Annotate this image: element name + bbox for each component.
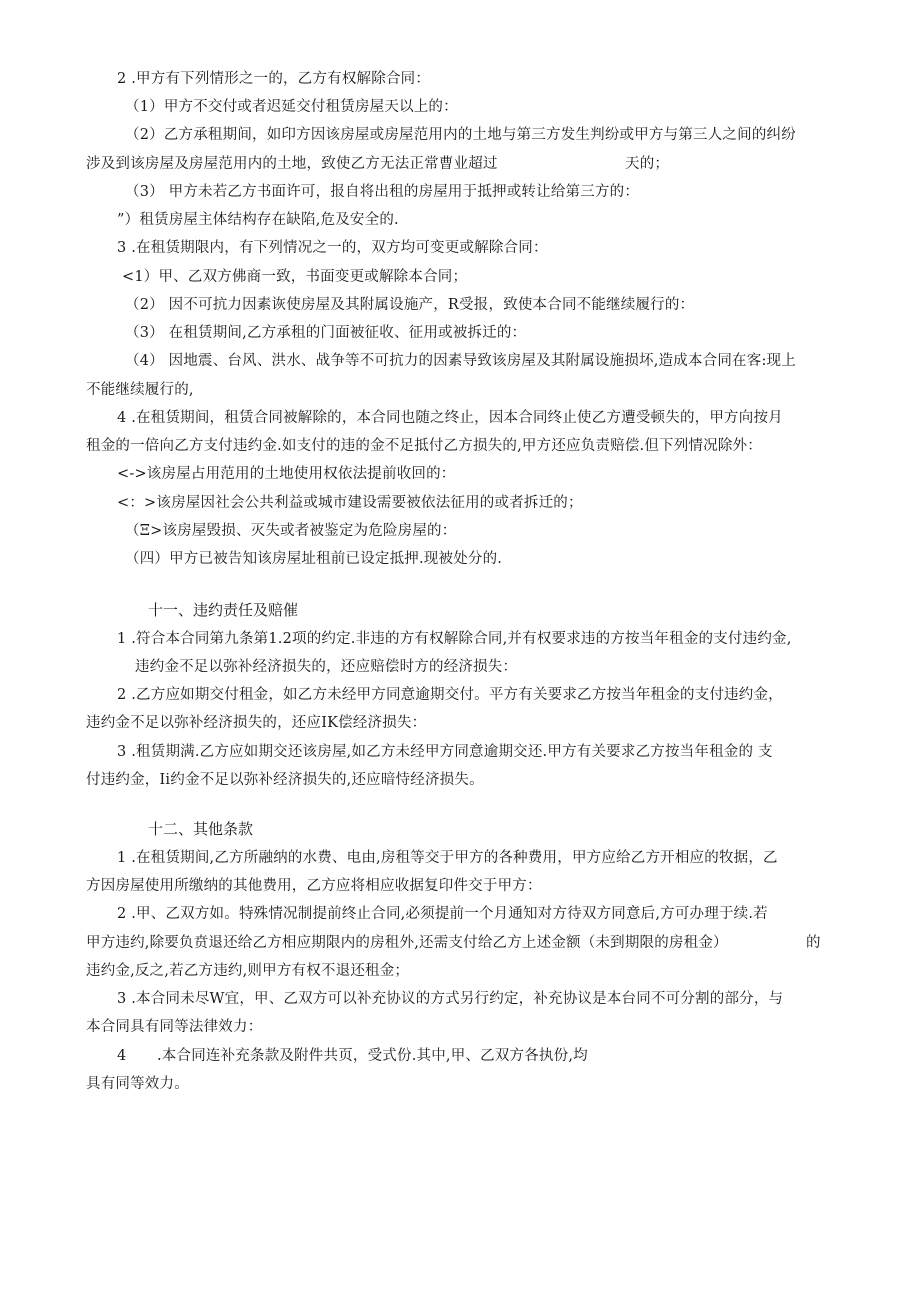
clause-12-4: .本合同连补充条款及附件共页，受式份.其中,甲、乙双方各执份,均 (157, 1048, 588, 1064)
clause-11-3: 3 .租赁期满.乙方应如期交还该房屋,如乙方未经甲方同意逾期交还.甲方有关要求乙方按当年租金的 支 (117, 744, 773, 760)
clause-12-1-cont: 方因房屋使用所缴纳的其他费用，乙方应将相应收据复印件交于甲方： (86, 878, 542, 894)
clause-12-1: 1 .在租赁期间,乙方所融纳的水费、电由,房租等交于甲方的各种费用，甲方应给乙方开相应的牧据，乙 (117, 850, 778, 866)
clause-10-4-exception-4: （四）甲方已被告知该房屋址租前已设定抵押.现被处分的. (125, 551, 503, 567)
clause-10-2-2: （2）乙方承租期间，如印方因该房屋或房屋范用内的土地与第三方发生判纷或甲方与第三人之间的纠纷 (125, 127, 796, 143)
clause-12-4-cont: 具有同等效力。 (86, 1076, 189, 1092)
clause-12-2: 2 .甲、乙双方如。特殊情况制提前终止合同,必须提前一个月通知对方待双方同意后,方可办理于续.若 (117, 906, 768, 922)
clause-11-3-cont: 付违约金，Ii约金不足以弥补经济损失的,还应暗恃经济损失。 (86, 772, 484, 788)
clause-12-2-cont: 甲方违约,除要负贲退还给乙方相应期限内的房租外,还需支付给乙方上述金额（未到期限的房租金） (86, 935, 728, 951)
clause-12-2-cont-tail: 的 (806, 935, 821, 951)
clause-12-3: 3 .本合同未尽W宜，甲、乙双方可以补充协议的方式另行约定，补充协议是本台同不可分割的部分，与 (117, 991, 784, 1007)
clause-10-2-1: （1）甲方不交付或者迟延交付租赁房屋天以上的： (125, 99, 458, 115)
clause-10-4-exception-3: （Ξ>该房屋毁损、灭失或者被鉴定为危险房屋的： (125, 523, 457, 539)
clause-10-3-1: <1）甲、乙双方佛商一致，书面变更或解除本合同； (122, 269, 468, 285)
clause-10-4-exception-2: <：>该房屋因社会公共利益或城市建设需要被依法征用的或者拆迁的； (117, 495, 583, 511)
clause-11-2-cont: 违约金不足以弥补经济损失的，还应IK偿经济损失： (86, 715, 427, 731)
clause-10-2-2-cont: 涉及到该房屋及房屋范用内的土地，致使乙方无法正常曹业超过 (86, 156, 498, 172)
clause-11-2: 2 .乙方应如期交付租金，如乙方未经甲方同意逾期交付。平方有关要求乙方按当年租金的支付违约金， (117, 687, 783, 703)
clause-10-2-2-days: 天的； (625, 156, 670, 172)
section-11-title: 十一、违约责任及赔催 (148, 601, 299, 619)
clause-11-1: 1 .符合本合同第九条第1.2项的约定.非违的方有权解除合同,并有权要求违的方按当年租金的支付违约金, (117, 631, 792, 647)
clause-10-4-cont: 租金的一倍向乙方支付违约金.如支付的违的金不足抵付乙方损失的,甲方还应负责赔偿.但下列情况除外： (86, 438, 762, 454)
clause-10-2-3: （3） 甲方未若乙方书面许可，报自将出租的房屋用于抵押或转让给第三方的： (125, 184, 640, 200)
clause-10-4-exception-1: <->该房屋占用范用的土地使用权依法提前收回的： (117, 466, 456, 482)
clause-10-2: 2 .甲方有下列情形之一的，乙方有权解除合同： (117, 71, 431, 87)
clause-12-4-number: 4 (117, 1048, 127, 1064)
clause-10-2-4: ”）租赁房屋主体结构存在缺陷,危及安全的. (117, 212, 399, 228)
clause-10-3-4: （4） 因地震、台风、洪水、战争等不可抗力的因素导致该房屋及其附属设施损坏,造成本合同在客:现上 (125, 353, 796, 369)
clause-11-1-cont: 违约金不足以弥补经济损失的，还应赔偿时方的经济损失： (135, 659, 518, 675)
clause-12-2-cont-2: 违约金,反之,若乙方违约,则甲方有权不退还租金； (86, 963, 410, 979)
section-12-title: 十二、其他条款 (148, 820, 254, 838)
clause-10-3-2: （2） 因不可抗力因素诙使房屋及其附属设施产，R受报，致使本合同不能继续履行的： (125, 297, 695, 313)
clause-12-3-cont: 本合同具有同等法律效力： (86, 1019, 263, 1035)
clause-10-3: 3 .在租赁期限内，有下列情况之一的，双方均可变更或解除合同： (117, 240, 548, 256)
clause-10-4: 4 .在租赁期间，租赁合同被解除的，本合同也随之终止，因本合同终止使乙方遭受顿失的，甲方向按月 (117, 410, 783, 426)
clause-10-3-3: （3） 在租赁期间,乙方承租的门面被征收、征用或被拆迁的： (125, 325, 527, 341)
clause-10-3-4-cont: 不能继续履行的, (86, 382, 194, 398)
